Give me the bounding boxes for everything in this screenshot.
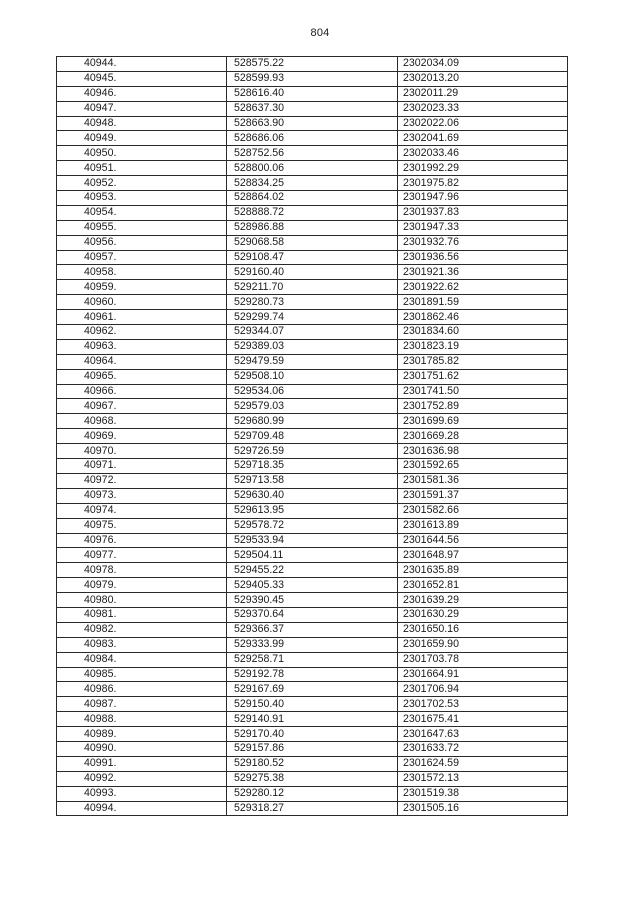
- table-row: [57, 354, 568, 369]
- y-coordinate-cell: 2301669.28: [398, 429, 568, 444]
- y-coordinate-cell: 2301936.56: [398, 250, 568, 265]
- y-coordinate-cell: 2301647.63: [398, 727, 568, 742]
- y-coordinate-cell: 2301505.16: [398, 801, 568, 816]
- y-coordinate-cell: 2301636.98: [398, 444, 568, 459]
- table-row: [57, 771, 568, 786]
- table-row: [57, 235, 568, 250]
- table-row: [57, 622, 568, 637]
- table-row: [57, 444, 568, 459]
- y-coordinate-cell: 2301932.76: [398, 235, 568, 250]
- point-number-cell: 40984.: [57, 652, 227, 667]
- point-number-cell: 40944.: [57, 57, 227, 72]
- table-row: [57, 116, 568, 131]
- point-number-cell: 40948.: [57, 116, 227, 131]
- point-number-cell: 40985.: [57, 667, 227, 682]
- table-row: [57, 310, 568, 325]
- y-coordinate-cell: 2301652.81: [398, 578, 568, 593]
- y-coordinate-cell: 2301992.29: [398, 161, 568, 176]
- x-coordinate-cell: 528616.40: [227, 86, 398, 101]
- x-coordinate-cell: 529630.40: [227, 488, 398, 503]
- x-coordinate-cell: 529680.99: [227, 414, 398, 429]
- y-coordinate-cell: 2301572.13: [398, 771, 568, 786]
- y-coordinate-cell: 2301862.46: [398, 310, 568, 325]
- y-coordinate-cell: 2301703.78: [398, 652, 568, 667]
- x-coordinate-cell: 529533.94: [227, 533, 398, 548]
- point-number-cell: 40964.: [57, 354, 227, 369]
- point-number-cell: 40961.: [57, 310, 227, 325]
- x-coordinate-cell: 529299.74: [227, 310, 398, 325]
- table-row: [57, 57, 568, 72]
- y-coordinate-cell: 2301633.72: [398, 741, 568, 756]
- x-coordinate-cell: 528834.25: [227, 176, 398, 191]
- x-coordinate-cell: 529180.52: [227, 756, 398, 771]
- table-row: [57, 518, 568, 533]
- point-number-cell: 40959.: [57, 280, 227, 295]
- y-coordinate-cell: 2302033.46: [398, 146, 568, 161]
- point-number-cell: 40974.: [57, 503, 227, 518]
- x-coordinate-cell: 529534.06: [227, 384, 398, 399]
- point-number-cell: 40958.: [57, 265, 227, 280]
- table-row: [57, 369, 568, 384]
- point-number-cell: 40956.: [57, 235, 227, 250]
- point-number-cell: 40957.: [57, 250, 227, 265]
- x-coordinate-cell: 528986.88: [227, 220, 398, 235]
- x-coordinate-cell: 529333.99: [227, 637, 398, 652]
- y-coordinate-cell: 2301650.16: [398, 622, 568, 637]
- y-coordinate-cell: 2301648.97: [398, 548, 568, 563]
- point-number-cell: 40977.: [57, 548, 227, 563]
- point-number-cell: 40982.: [57, 622, 227, 637]
- table-row: [57, 250, 568, 265]
- y-coordinate-cell: 2302022.06: [398, 116, 568, 131]
- x-coordinate-cell: 529479.59: [227, 354, 398, 369]
- table-row: [57, 339, 568, 354]
- x-coordinate-cell: 529709.48: [227, 429, 398, 444]
- y-coordinate-cell: 2301581.36: [398, 473, 568, 488]
- table-row: [57, 295, 568, 310]
- table-row: [57, 265, 568, 280]
- point-number-cell: 40962.: [57, 325, 227, 340]
- y-coordinate-cell: 2301635.89: [398, 563, 568, 578]
- x-coordinate-cell: 528599.93: [227, 71, 398, 86]
- table-row: [57, 563, 568, 578]
- table-row: [57, 399, 568, 414]
- table-row: [57, 205, 568, 220]
- point-number-cell: 40967.: [57, 399, 227, 414]
- x-coordinate-cell: 529390.45: [227, 593, 398, 608]
- x-coordinate-cell: 529726.59: [227, 444, 398, 459]
- point-number-cell: 40965.: [57, 369, 227, 384]
- point-number-cell: 40980.: [57, 593, 227, 608]
- point-number-cell: 40975.: [57, 518, 227, 533]
- table-row: [57, 578, 568, 593]
- x-coordinate-cell: 529140.91: [227, 712, 398, 727]
- x-coordinate-cell: 528637.30: [227, 101, 398, 116]
- point-number-cell: 40987.: [57, 697, 227, 712]
- x-coordinate-cell: 528686.06: [227, 131, 398, 146]
- x-coordinate-cell: 529713.58: [227, 473, 398, 488]
- point-number-cell: 40994.: [57, 801, 227, 816]
- x-coordinate-cell: 529370.64: [227, 607, 398, 622]
- x-coordinate-cell: 529405.33: [227, 578, 398, 593]
- y-coordinate-cell: 2301947.33: [398, 220, 568, 235]
- table-row: [57, 697, 568, 712]
- point-number-cell: 40950.: [57, 146, 227, 161]
- y-coordinate-cell: 2301582.66: [398, 503, 568, 518]
- y-coordinate-cell: 2301664.91: [398, 667, 568, 682]
- point-number-cell: 40989.: [57, 727, 227, 742]
- x-coordinate-cell: 529280.12: [227, 786, 398, 801]
- y-coordinate-cell: 2301834.60: [398, 325, 568, 340]
- table-row: [57, 146, 568, 161]
- point-number-cell: 40993.: [57, 786, 227, 801]
- y-coordinate-cell: 2301624.59: [398, 756, 568, 771]
- table-row: [57, 429, 568, 444]
- point-number-cell: 40992.: [57, 771, 227, 786]
- y-coordinate-cell: 2301591.37: [398, 488, 568, 503]
- table-row: [57, 712, 568, 727]
- point-number-cell: 40949.: [57, 131, 227, 146]
- table-row: [57, 325, 568, 340]
- x-coordinate-cell: 529280.73: [227, 295, 398, 310]
- table-row: [57, 727, 568, 742]
- y-coordinate-cell: 2301519.38: [398, 786, 568, 801]
- y-coordinate-cell: 2301630.29: [398, 607, 568, 622]
- table-row: [57, 131, 568, 146]
- point-number-cell: 40966.: [57, 384, 227, 399]
- table-row: [57, 473, 568, 488]
- point-number-cell: 40947.: [57, 101, 227, 116]
- table-row: [57, 488, 568, 503]
- table-row: [57, 637, 568, 652]
- table-row: [57, 533, 568, 548]
- point-number-cell: 40970.: [57, 444, 227, 459]
- table-row: [57, 607, 568, 622]
- point-number-cell: 40991.: [57, 756, 227, 771]
- y-coordinate-cell: 2301592.65: [398, 459, 568, 474]
- point-number-cell: 40960.: [57, 295, 227, 310]
- point-number-cell: 40976.: [57, 533, 227, 548]
- coordinates-table: [56, 56, 568, 816]
- page-number: 804: [310, 27, 330, 39]
- x-coordinate-cell: 528888.72: [227, 205, 398, 220]
- x-coordinate-cell: 529455.22: [227, 563, 398, 578]
- point-number-cell: 40945.: [57, 71, 227, 86]
- y-coordinate-cell: 2302041.69: [398, 131, 568, 146]
- y-coordinate-cell: 2301699.69: [398, 414, 568, 429]
- table-row: [57, 652, 568, 667]
- table-row: [57, 801, 568, 816]
- table-row: [57, 786, 568, 801]
- x-coordinate-cell: 529504.11: [227, 548, 398, 563]
- x-coordinate-cell: 529192.78: [227, 667, 398, 682]
- y-coordinate-cell: 2301921.36: [398, 265, 568, 280]
- point-number-cell: 40955.: [57, 220, 227, 235]
- y-coordinate-cell: 2301751.62: [398, 369, 568, 384]
- x-coordinate-cell: 529108.47: [227, 250, 398, 265]
- x-coordinate-cell: 528663.90: [227, 116, 398, 131]
- y-coordinate-cell: 2301639.29: [398, 593, 568, 608]
- x-coordinate-cell: 529718.35: [227, 459, 398, 474]
- table-row: [57, 459, 568, 474]
- point-number-cell: 40951.: [57, 161, 227, 176]
- x-coordinate-cell: 529318.27: [227, 801, 398, 816]
- x-coordinate-cell: 529578.72: [227, 518, 398, 533]
- table-row: [57, 682, 568, 697]
- y-coordinate-cell: 2301613.89: [398, 518, 568, 533]
- y-coordinate-cell: 2301752.89: [398, 399, 568, 414]
- table-row: [57, 176, 568, 191]
- point-number-cell: 40952.: [57, 176, 227, 191]
- point-number-cell: 40978.: [57, 563, 227, 578]
- y-coordinate-cell: 2301947.96: [398, 191, 568, 206]
- point-number-cell: 40954.: [57, 205, 227, 220]
- table-row: [57, 593, 568, 608]
- x-coordinate-cell: 529344.07: [227, 325, 398, 340]
- x-coordinate-cell: 528800.06: [227, 161, 398, 176]
- table-row: [57, 220, 568, 235]
- x-coordinate-cell: 529579.03: [227, 399, 398, 414]
- y-coordinate-cell: 2302034.09: [398, 57, 568, 72]
- point-number-cell: 40988.: [57, 712, 227, 727]
- point-number-cell: 40971.: [57, 459, 227, 474]
- point-number-cell: 40968.: [57, 414, 227, 429]
- y-coordinate-cell: 2301659.90: [398, 637, 568, 652]
- y-coordinate-cell: 2301975.82: [398, 176, 568, 191]
- x-coordinate-cell: 529211.70: [227, 280, 398, 295]
- table-row: [57, 280, 568, 295]
- x-coordinate-cell: 529068.58: [227, 235, 398, 250]
- x-coordinate-cell: 529389.03: [227, 339, 398, 354]
- point-number-cell: 40946.: [57, 86, 227, 101]
- x-coordinate-cell: 529366.37: [227, 622, 398, 637]
- x-coordinate-cell: 529170.40: [227, 727, 398, 742]
- x-coordinate-cell: 528575.22: [227, 57, 398, 72]
- y-coordinate-cell: 2302011.29: [398, 86, 568, 101]
- point-number-cell: 40973.: [57, 488, 227, 503]
- table-row: [57, 384, 568, 399]
- table-row: [57, 756, 568, 771]
- x-coordinate-cell: 529150.40: [227, 697, 398, 712]
- x-coordinate-cell: 529613.95: [227, 503, 398, 518]
- y-coordinate-cell: 2301785.82: [398, 354, 568, 369]
- x-coordinate-cell: 529157.86: [227, 741, 398, 756]
- y-coordinate-cell: 2301706.94: [398, 682, 568, 697]
- x-coordinate-cell: 528864.02: [227, 191, 398, 206]
- table-row: [57, 414, 568, 429]
- table-row: [57, 503, 568, 518]
- y-coordinate-cell: 2301823.19: [398, 339, 568, 354]
- table-row: [57, 667, 568, 682]
- table-row: [57, 161, 568, 176]
- y-coordinate-cell: 2301891.59: [398, 295, 568, 310]
- x-coordinate-cell: 528752.56: [227, 146, 398, 161]
- table-row: [57, 548, 568, 563]
- point-number-cell: 40983.: [57, 637, 227, 652]
- table-row: [57, 71, 568, 86]
- y-coordinate-cell: 2301675.41: [398, 712, 568, 727]
- point-number-cell: 40972.: [57, 473, 227, 488]
- y-coordinate-cell: 2302023.33: [398, 101, 568, 116]
- y-coordinate-cell: 2301922.62: [398, 280, 568, 295]
- x-coordinate-cell: 529258.71: [227, 652, 398, 667]
- x-coordinate-cell: 529275.38: [227, 771, 398, 786]
- point-number-cell: 40953.: [57, 191, 227, 206]
- x-coordinate-cell: 529160.40: [227, 265, 398, 280]
- point-number-cell: 40990.: [57, 741, 227, 756]
- table-body: [57, 57, 568, 816]
- table-row: [57, 741, 568, 756]
- point-number-cell: 40986.: [57, 682, 227, 697]
- table-row: [57, 101, 568, 116]
- point-number-cell: 40963.: [57, 339, 227, 354]
- x-coordinate-cell: 529508.10: [227, 369, 398, 384]
- table-row: [57, 86, 568, 101]
- y-coordinate-cell: 2301937.83: [398, 205, 568, 220]
- point-number-cell: 40979.: [57, 578, 227, 593]
- y-coordinate-cell: 2301644.56: [398, 533, 568, 548]
- y-coordinate-cell: 2302013.20: [398, 71, 568, 86]
- point-number-cell: 40969.: [57, 429, 227, 444]
- y-coordinate-cell: 2301741.50: [398, 384, 568, 399]
- point-number-cell: 40981.: [57, 607, 227, 622]
- x-coordinate-cell: 529167.69: [227, 682, 398, 697]
- table-row: [57, 191, 568, 206]
- y-coordinate-cell: 2301702.53: [398, 697, 568, 712]
